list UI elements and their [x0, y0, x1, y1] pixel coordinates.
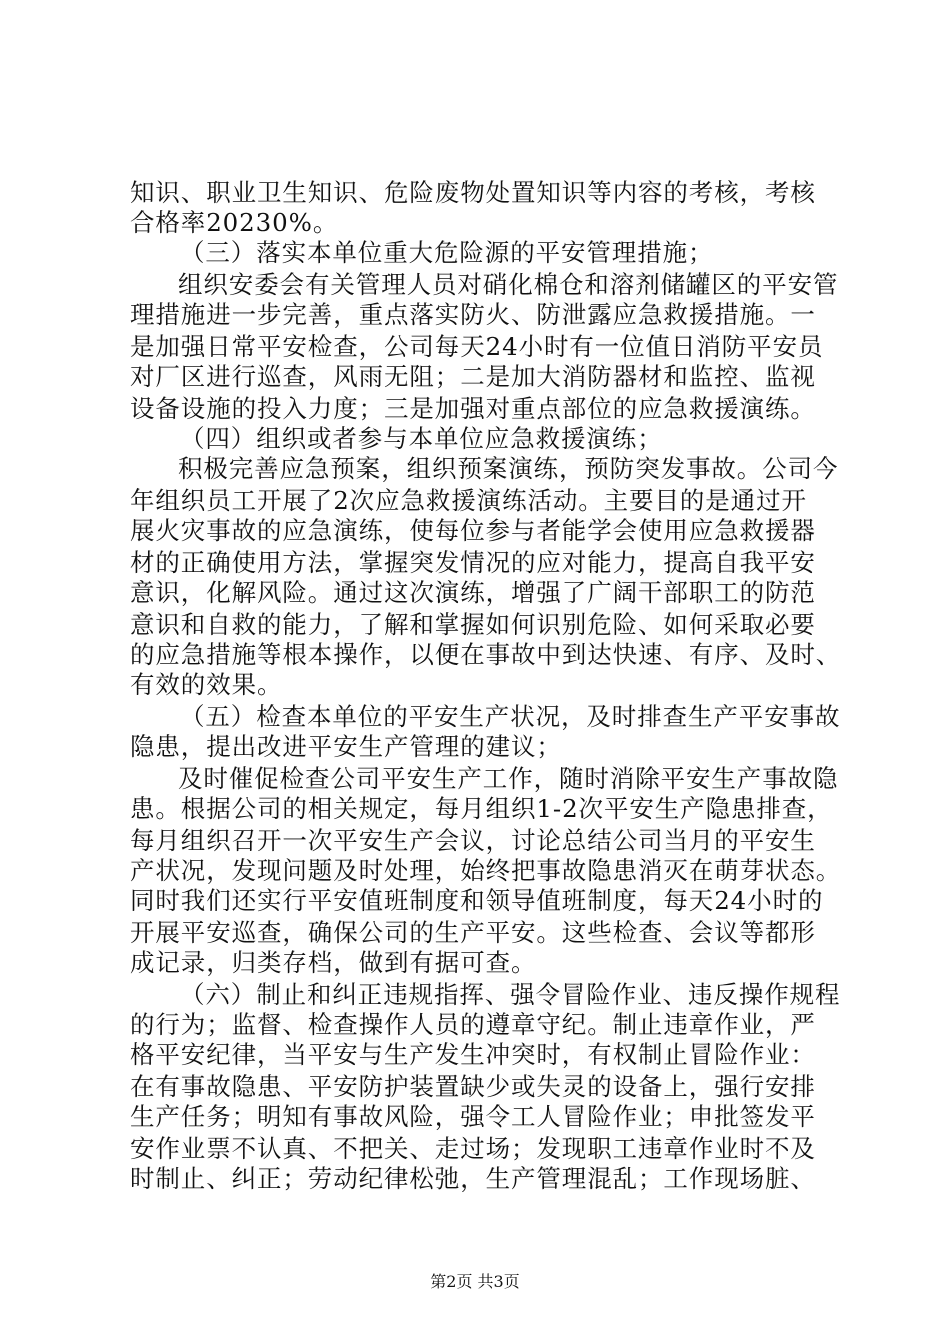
paragraph-line: 的行为；监督、检查操作人员的遵章守纪。制止违章作业，严: [130, 1010, 816, 1039]
paragraph-line: 理措施进一步完善，重点落实防火、防泄露应急救援措施。一: [130, 300, 816, 329]
section-heading: （六）制止和纠正违规指挥、强令冒险作业、违反操作规程: [180, 980, 841, 1009]
section-heading: （五）检查本单位的平安生产状况，及时排查生产平安事故: [180, 702, 841, 731]
paragraph-line: 材的正确使用方法，掌握突发情况的应对能力，提高自我平安: [130, 548, 816, 577]
paragraph-line: 及时催促检查公司平安生产工作，随时消除平安生产事故隐: [178, 764, 839, 793]
section-heading: （四）组织或者参与本单位应急救援演练；: [180, 424, 663, 453]
paragraph-line: 年组织员工开展了2次应急救援演练活动。主要目的是通过开: [130, 486, 807, 515]
paragraph-line: 展火灾事故的应急演练，使每位参与者能学会使用应急救援器: [130, 516, 816, 545]
paragraph-line: 积极完善应急预案，组织预案演练，预防突发事故。公司今: [178, 454, 839, 483]
paragraph-line: 安作业票不认真、不把关、走过场；发现职工违章作业时不及: [130, 1134, 816, 1163]
paragraph-line: 意识，化解风险。通过这次演练，增强了广阔干部职工的防范: [130, 578, 816, 607]
paragraph-line: 成记录，归类存档，做到有据可查。: [130, 948, 537, 977]
paragraph-line: 知识、职业卫生知识、危险废物处置知识等内容的考核，考核: [130, 178, 816, 207]
paragraph-line: 的应急措施等根本操作，以便在事故中到达快速、有序、及时、: [130, 640, 842, 669]
paragraph-line: 合格率20230%。: [130, 208, 339, 237]
paragraph-line: 在有事故隐患、平安防护装置缺少或失灵的设备上，强行安排: [130, 1072, 816, 1101]
paragraph-line: 同时我们还实行平安值班制度和领导值班制度，每天24小时的: [130, 886, 824, 915]
paragraph-line: 设备设施的投入力度；三是加强对重点部位的应急救援演练。: [130, 394, 816, 423]
page-footer: 第2页 共3页: [430, 1272, 520, 1291]
section-heading: 隐患，提出改进平安生产管理的建议；: [130, 732, 562, 761]
paragraph-line: 对厂区进行巡查，风雨无阻；二是加大消防器材和监控、监视: [130, 362, 816, 391]
section-heading: （三）落实本单位重大危险源的平安管理措施；: [180, 238, 714, 267]
paragraph-line: 生产任务；明知有事故风险，强令工人冒险作业；申批签发平: [130, 1102, 816, 1131]
paragraph-line: 有效的效果。: [130, 670, 283, 699]
paragraph-line: 开展平安巡查，确保公司的生产平安。这些检查、会议等都形: [130, 918, 816, 947]
paragraph-line: 产状况，发现问题及时处理，始终把事故隐患消灭在萌芽状态。: [130, 856, 842, 885]
paragraph-line: 时制止、纠正；劳动纪律松弛，生产管理混乱；工作现场脏、: [130, 1164, 816, 1193]
paragraph-line: 格平安纪律，当平安与生产发生冲突时，有权制止冒险作业：: [130, 1040, 816, 1069]
paragraph-line: 是加强日常平安检查，公司每天24小时有一位值日消防平安员: [130, 332, 824, 361]
paragraph-line: 患。根据公司的相关规定，每月组织1-2次平安生产隐患排查，: [130, 794, 833, 823]
paragraph-line: 意识和自救的能力，了解和掌握如何识别危险、如何采取必要: [130, 610, 816, 639]
paragraph-line: 每月组织召开一次平安生产会议，讨论总结公司当月的平安生: [130, 826, 816, 855]
paragraph-line: 组织安委会有关管理人员对硝化棉仓和溶剂储罐区的平安管: [178, 270, 839, 299]
